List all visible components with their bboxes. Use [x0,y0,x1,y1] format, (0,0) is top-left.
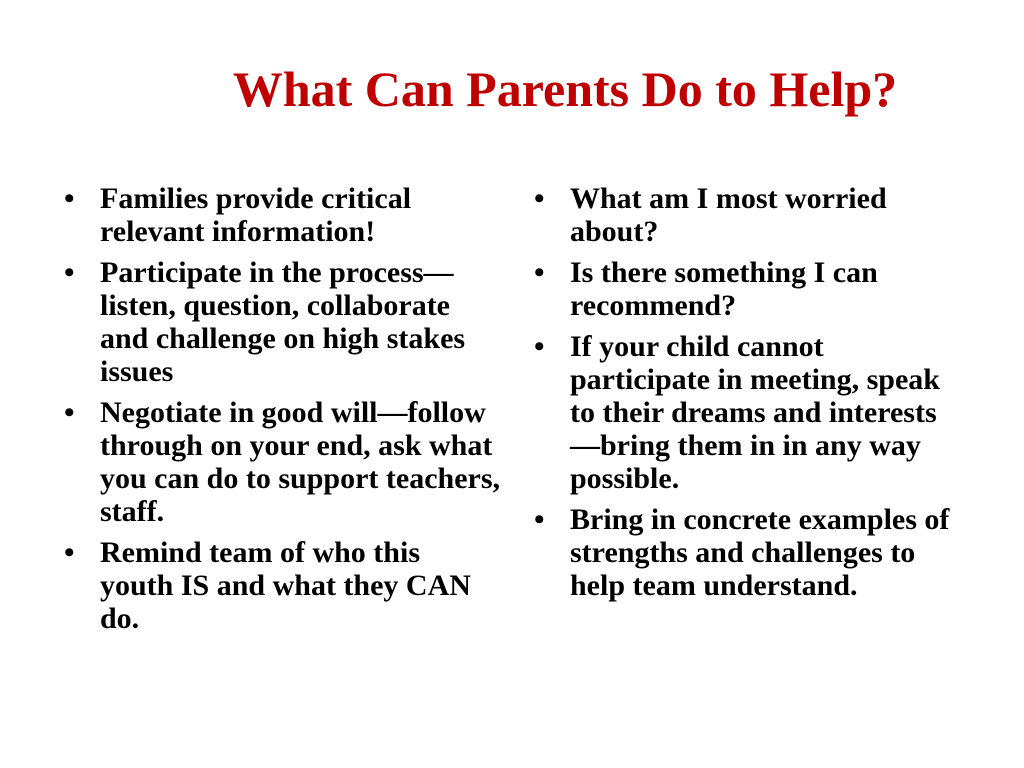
bullet-item [60,536,500,635]
bullet-text: Negotiate in good will—follow through on your end, ask what you can do to support teachers, staff. [100,396,501,528]
bullet-text: Families provide critical relevant information! [100,182,412,248]
bullet-text: If your child cannot participate in meeting, speak to their dreams and interests—bring them in in any way possible. [570,330,940,495]
bullet-icon: • [534,182,545,215]
bullet-item [530,503,965,602]
bullet-text: Participate in the process—listen, question, collaborate and challenge on high stakes issues [100,256,466,388]
bullet-text: Remind team of who this youth IS and what they CAN do. [100,536,471,635]
bullet-icon: • [64,256,75,289]
bullet-text: Is there something I can recommend? [570,256,878,322]
bullet-icon: • [64,536,75,569]
bullet-icon: • [534,503,545,536]
bullet-item [60,396,500,528]
bullet-text: Bring in concrete examples of strengths and challenges to help team understand. [570,503,950,602]
bullet-text: What am I most worried about? [570,182,887,248]
bullet-item [530,256,965,322]
left-bullet-list [60,182,500,643]
right-bullet-list [530,182,965,610]
bullet-item [60,256,500,388]
slide-title: What Can Parents Do to Help? [232,61,898,117]
bullet-icon: • [534,330,545,363]
bullet-item [60,182,500,248]
bullet-icon: • [64,182,75,215]
bullet-icon: • [64,396,75,429]
bullet-item [530,330,965,495]
bullet-icon: • [534,256,545,289]
bullet-item [530,182,965,248]
